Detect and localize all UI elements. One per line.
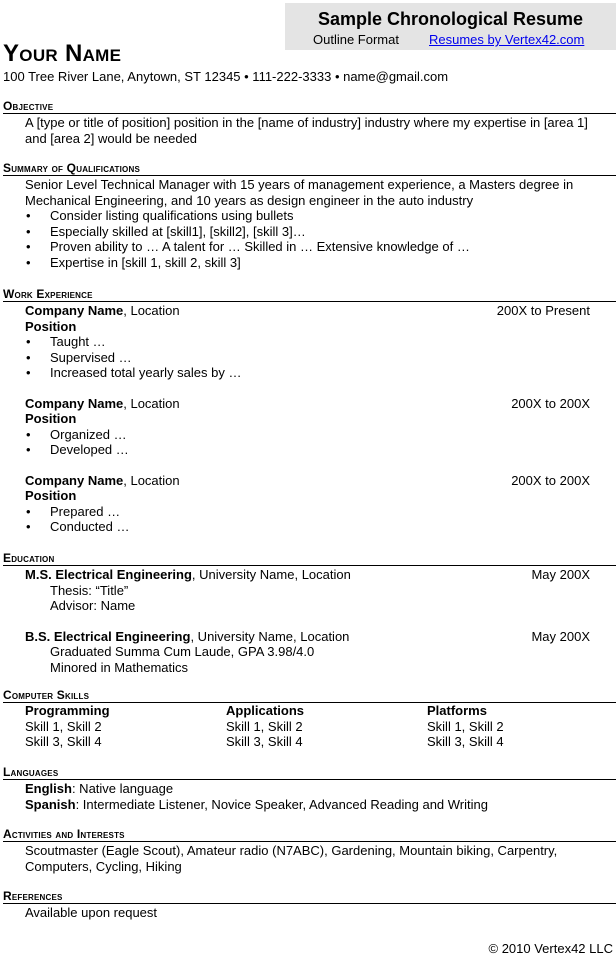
footer-copyright: © 2010 Vertex42 LLC (488, 941, 613, 956)
degree-date: May 200X (531, 628, 590, 644)
section-title: Education (3, 551, 616, 566)
degree-row (3, 629, 616, 645)
header-format: Outline Format (313, 32, 399, 47)
section-title: Work Experience (3, 287, 616, 302)
job-position: Position (25, 318, 77, 334)
degree-detail: Minored in Mathematics (50, 659, 188, 675)
section-title: Activities and Interests (3, 827, 616, 842)
references-section (3, 889, 616, 921)
list-item: • Developed … (26, 442, 129, 457)
list-item: • Organized … (26, 426, 127, 442)
skills-column (25, 703, 110, 750)
section-title: References (3, 889, 616, 904)
school-name: , University Name, Location (190, 628, 350, 644)
work-section (3, 287, 616, 535)
list-item: • Expertise in [skill 1, skill 2, skill 3] (26, 254, 241, 270)
language-line: Spanish: Intermediate Listener, Novice Speaker, Advanced Reading and Writing (25, 796, 488, 812)
degree-detail: Advisor: Name (50, 598, 136, 613)
list-item: • Conducted … (26, 519, 130, 534)
skills-line: Skill 3, Skill 4 (226, 734, 303, 749)
job-position: Position (25, 411, 77, 426)
section-title: Objective (3, 99, 616, 114)
header-box (285, 3, 616, 50)
list-item: • Prepared … (26, 503, 121, 519)
degree-name: M.S. Electrical Engineering (25, 567, 192, 582)
skills-line: Skill 1, Skill 2 (427, 718, 504, 734)
contact-line: 100 Tree River Lane, Anytown, ST 12345 • 111-222-3333 • name@gmail.com (3, 69, 449, 84)
skills-heading: Programming (25, 703, 110, 718)
skills-line: Skill 3, Skill 4 (427, 734, 504, 749)
degree-detail: Thesis: “Title” (50, 582, 129, 598)
summary-text: Senior Level Technical Manager with 15 years of management experience, a Masters degree in Mechanical Engineering, and 10 years as design engineer in the auto industry (25, 177, 574, 208)
skills-column (226, 703, 304, 750)
resume-name: Your Name (3, 40, 122, 67)
activities-section (3, 827, 616, 874)
list-item: • Increased total yearly sales by … (26, 365, 242, 380)
language-line: English: Native language (25, 781, 174, 796)
job-dates: 200X to Present (496, 303, 590, 318)
company-name: Company Name (25, 303, 124, 318)
degree-detail: Graduated Summa Cum Laude, GPA 3.98/4.0 (50, 644, 315, 659)
computer-skills-section (3, 688, 616, 750)
job-row (3, 303, 616, 319)
objective-section (3, 99, 616, 146)
list-item: • Especially skilled at [skill1], [skill2], [skill 3]… (26, 223, 306, 239)
company-name: Company Name (25, 395, 124, 411)
job-row (3, 396, 616, 412)
vertex42-link[interactable]: Resumes by Vertex42.com (429, 32, 585, 47)
job-row (3, 473, 616, 489)
references-text: Available upon request (25, 905, 158, 920)
job-dates: 200X to 200X (511, 472, 590, 488)
skills-column (427, 703, 504, 750)
objective-text: A [type or title of position] position in the [name of industry] industry where my expertise in [area 1] and [area 2] would be needed (25, 115, 588, 146)
education-section (3, 551, 616, 675)
job-position: Position (25, 488, 77, 503)
degree-row (3, 567, 616, 583)
school-name: , University Name, Location (191, 567, 351, 582)
activities-text: Scoutmaster (Eagle Scout), Amateur radio (N7ABC), Gardening, Mountain biking, Carpentry, Computers, Cycling, Hiking (25, 843, 558, 874)
section-title: Languages (3, 765, 616, 780)
section-title: Summary of Qualifications (3, 161, 616, 176)
company-location: , Location (123, 472, 180, 488)
company-location: , Location (123, 303, 180, 318)
header-title: Sample Chronological Resume (317, 9, 584, 29)
list-item: • Supervised … (26, 349, 132, 365)
degree-name: B.S. Electrical Engineering (25, 628, 191, 644)
company-name: Company Name (25, 472, 124, 488)
company-location: , Location (123, 395, 180, 411)
list-item: • Proven ability to … A talent for … Skilled in … Extensive knowledge of … (26, 239, 470, 254)
list-item: • Consider listing qualifications using bullets (26, 208, 294, 223)
section-title: Computer Skills (3, 688, 616, 703)
list-item: • Taught … (26, 334, 106, 349)
job-dates: 200X to 200X (511, 395, 590, 411)
skills-line: Skill 1, Skill 2 (25, 718, 102, 734)
skills-line: Skill 3, Skill 4 (25, 734, 102, 749)
skills-heading: Applications (226, 703, 305, 718)
languages-section (3, 765, 616, 812)
skills-heading: Platforms (427, 703, 487, 718)
skills-line: Skill 1, Skill 2 (226, 718, 303, 734)
summary-section (3, 161, 616, 270)
degree-date: May 200X (531, 567, 590, 582)
